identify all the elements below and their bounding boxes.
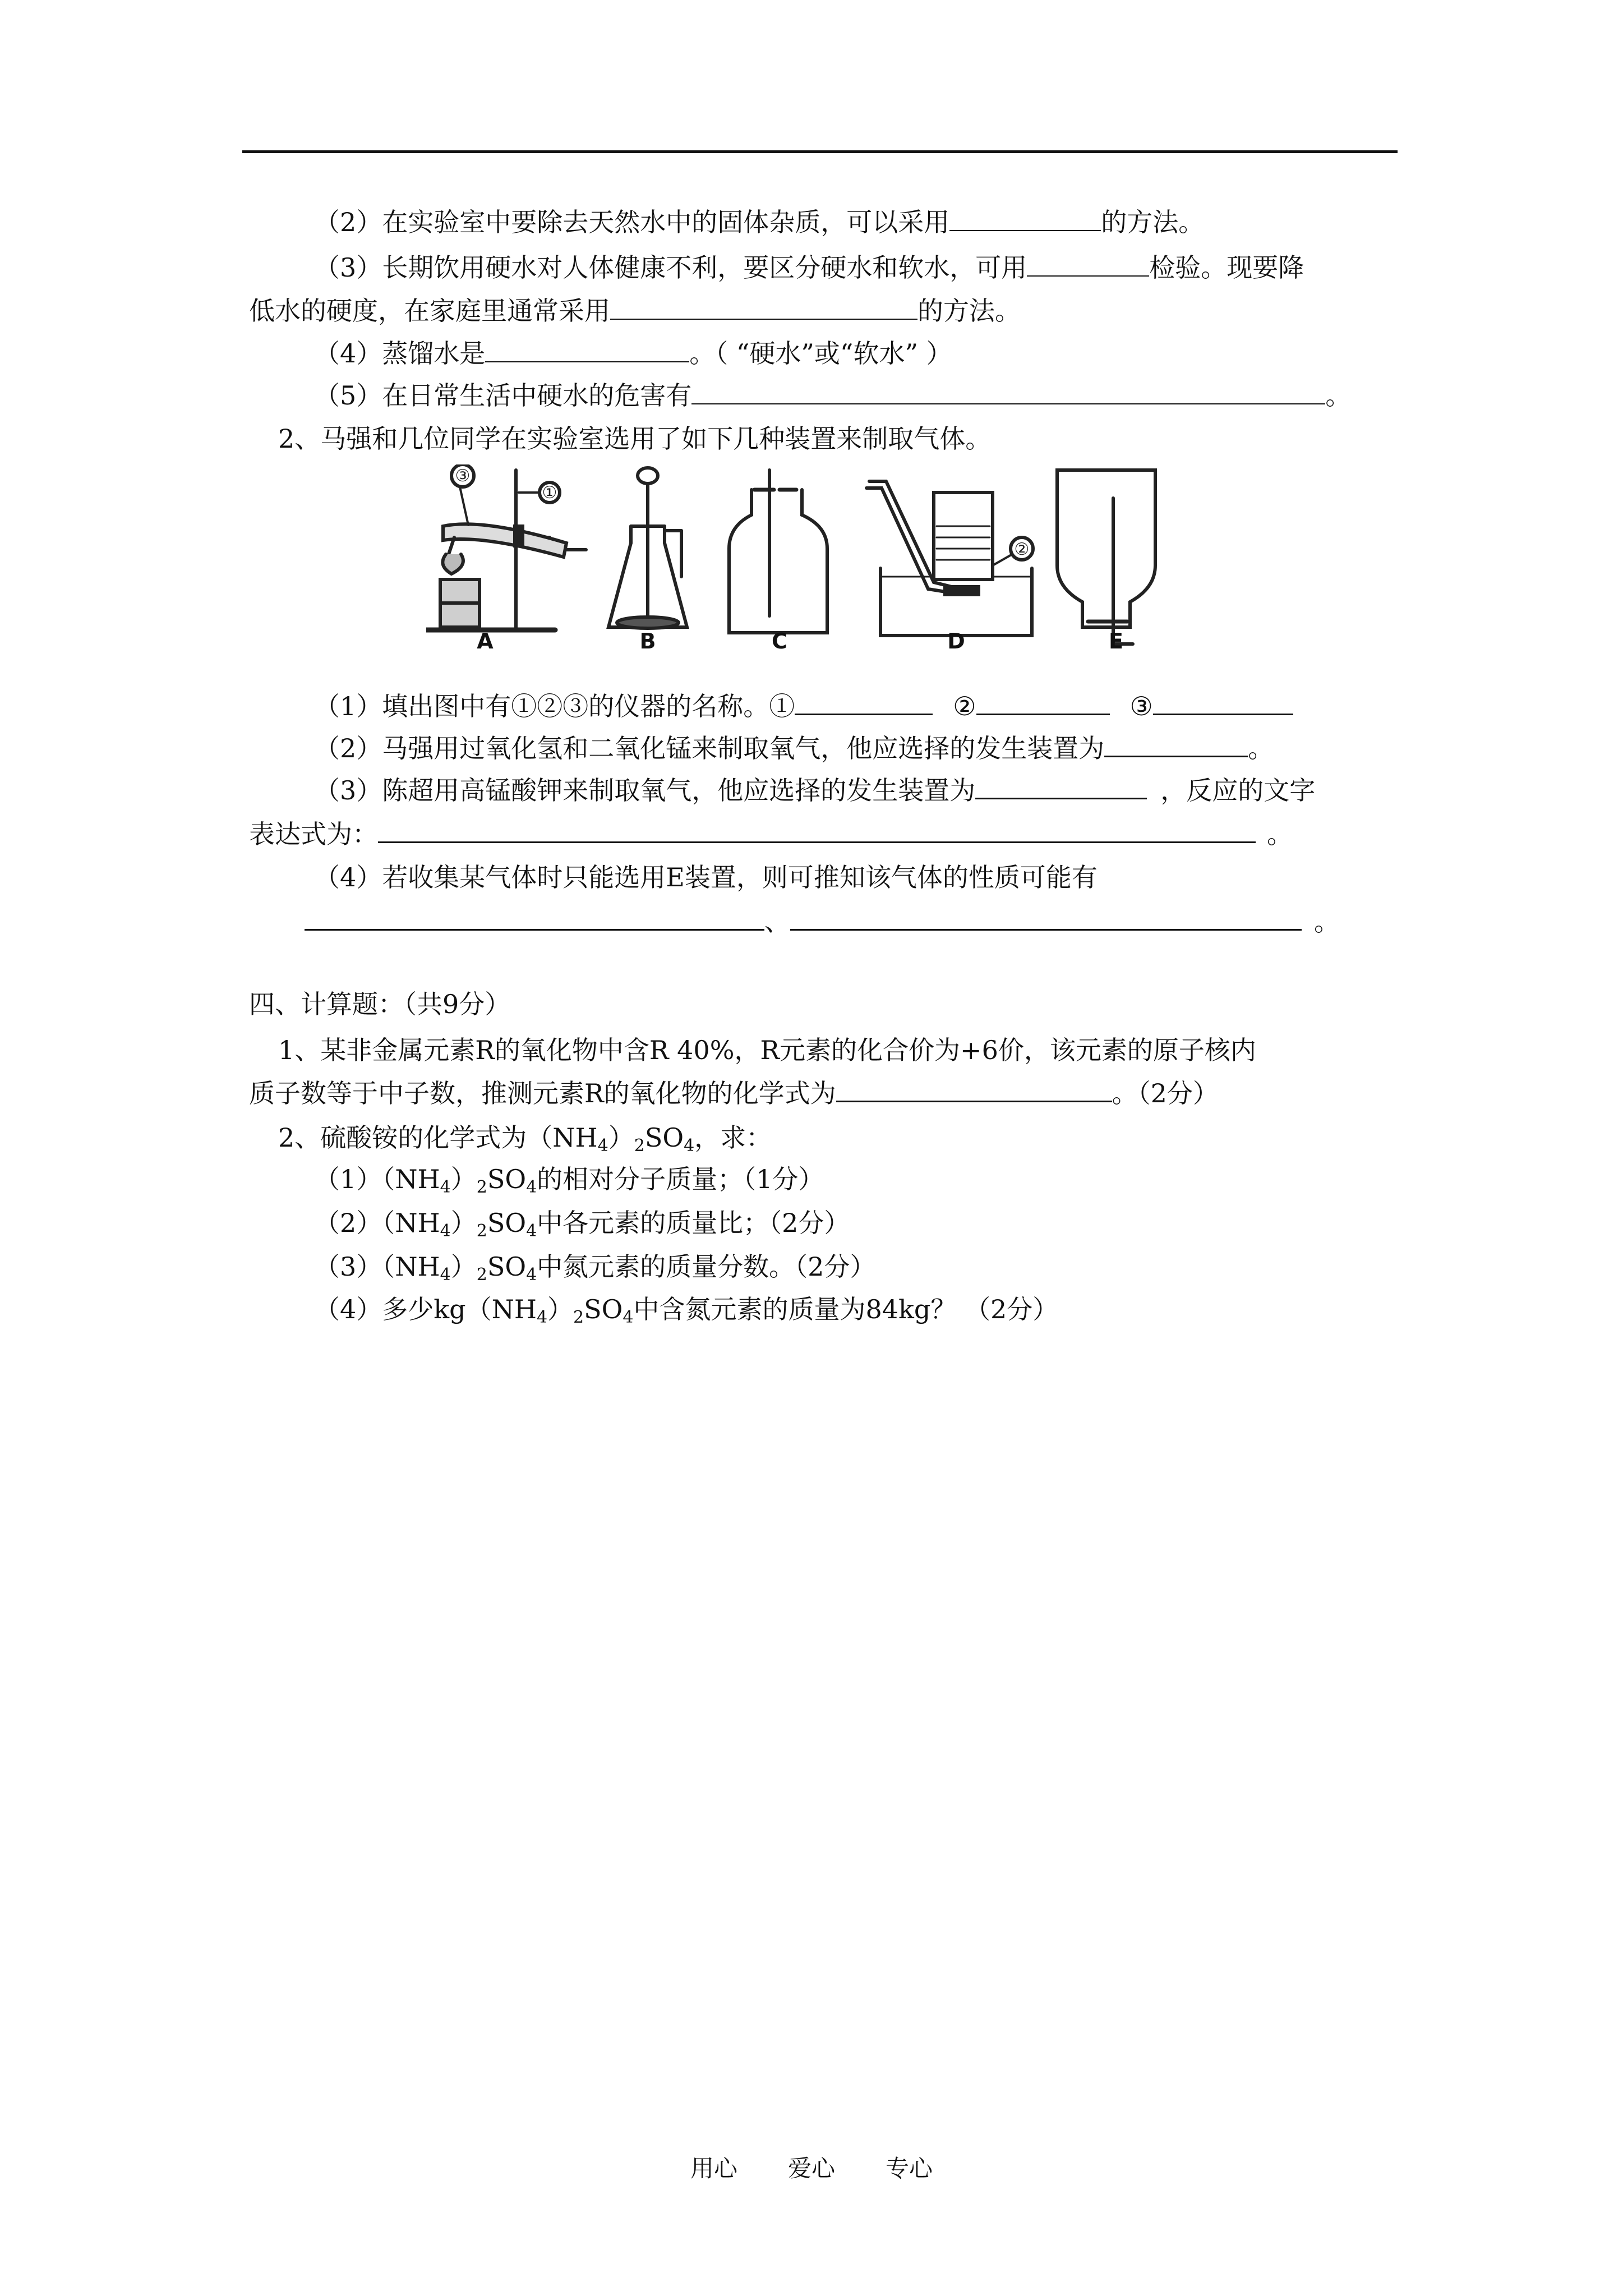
apparatus-d [866,481,1033,636]
water-q5: （5）在日常生活中硬水的危害有 。 [314,379,1351,412]
water-q4: （4）蒸馏水是 。（ “硬水”或“软水” ） [314,337,952,370]
calc-p2-item-3: $(3)(NH_4)_2SO_4$中氮元素的质量分数。（2分） [314,1251,876,1285]
marker-2: ② [1014,540,1030,559]
gas-q3: （3）陈超用高锰酸钾来制取氧气，他应选择的发生装置为 ，反应的文字 [314,773,1315,807]
label-e: E [1109,629,1123,650]
gas-q2: （2）马强用过氧化氢和二氧化锰来制取氧气，他应选择的发生装置为 。 [314,731,1274,765]
answer-blank [691,379,1325,404]
footer-word: 专心 [886,2155,933,2182]
lab-apparatus-figure [426,464,1211,650]
gas-q1: （1）填出图中有①②③的仪器的名称。① ② ③ [314,689,1293,723]
footer-word: 爱心 [787,2155,835,2182]
apparatus-a [426,464,586,630]
gas-q3-line2: 表达式为： 。 [249,817,1293,851]
answer-blank [610,294,917,320]
answer-blank [975,773,1147,799]
answer-blank [976,689,1110,715]
answer-blank [949,205,1101,231]
calc-p2-item-2: $(2)(NH_4)_2SO_4$中各元素的质量比；（2分） [314,1208,850,1241]
calc-p2-intro: 2、硫酸铵的化学式为$(NH_4)_2SO_4$，求： [278,1122,772,1156]
water-q3: （3）长期饮用硬水对人体健康不利，要区分硬水和软水，可用 检验。现要降 [314,251,1304,284]
answer-blank [795,689,933,715]
calc-heading: 四、计算题：（共9分） [249,989,511,1019]
calc-p2-item-4: （4）多少$kg(NH_4)_2SO_4$中含氮元素的质量为84kg？ （2分） [314,1294,1059,1327]
answer-blank [790,904,1302,931]
label-c: C [772,629,787,650]
page-footer [0,2152,1623,2185]
calc-p1-line1: 1、某非金属元素R的氧化物中含R 40%，R元素的化合价为+6价，该元素的原子核内 [278,1035,1256,1065]
label-b: B [639,629,656,650]
water-q2: （2）在实验室中要除去天然水中的固体杂质，可以采用 的方法。 [314,205,1204,239]
calc-p2-item-1: $(1)(NH_4)_2SO_4$的相对分子质量；（1分） [314,1164,824,1197]
apparatus-e [1057,470,1155,644]
answer-blank [305,904,764,931]
marker-3: ③ [455,466,471,486]
water-q3-line2: 低水的硬度，在家庭里通常采用 的方法。 [249,294,1021,328]
gas-q4-answers: 、 。 [305,904,1340,938]
apparatus-c [729,470,827,633]
answer-blank [1027,251,1149,277]
footer-word: 用心 [690,2155,737,2182]
answer-blank [1153,689,1293,715]
header-rule [242,150,1398,153]
marker-1: ① [542,483,557,503]
answer-blank [378,817,1256,843]
label-a: A [477,629,494,650]
label-d: D [947,629,965,650]
calc-p1-line2: 质子数等于中子数，推测元素R的氧化物的化学式为 。（2分） [249,1076,1219,1110]
apparatus-b [608,468,687,628]
answer-blank [1104,731,1248,757]
gas-intro: 2、马强和几位同学在实验室选用了如下几种装置来制取气体。 [278,424,992,454]
gas-q4: （4）若收集某气体时只能选用E装置，则可推知该气体的性质可能有 [314,862,1098,892]
answer-blank [485,337,689,362]
answer-blank [836,1076,1112,1102]
